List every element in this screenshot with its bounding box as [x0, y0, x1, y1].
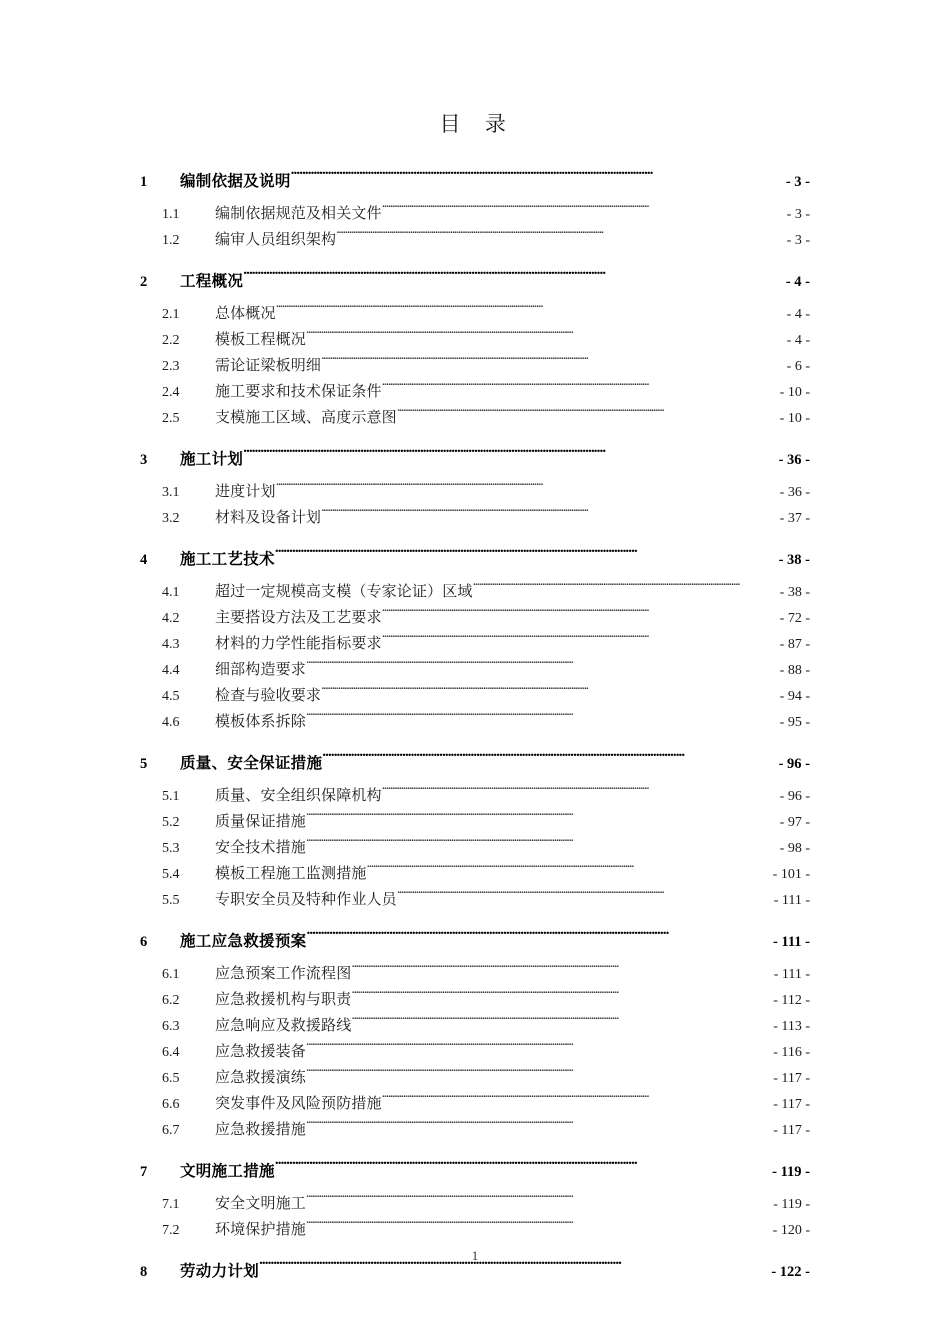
- toc-entry-label: 超过一定规模高支模（专家论证）区域: [215, 584, 473, 600]
- toc-leader-dots: [306, 329, 784, 344]
- toc-entry-number: 4.4: [162, 663, 180, 678]
- toc-entry-page-number: - 117 -: [773, 1123, 810, 1138]
- toc-entry-level2[interactable]: [140, 405, 810, 431]
- toc-entry-page-number: - 36 -: [778, 452, 810, 468]
- toc-entry-label: 检查与验收要求: [215, 688, 322, 704]
- toc-leader-dots: [382, 203, 784, 218]
- toc-entry-page-number: - 111 -: [773, 893, 810, 908]
- toc-entry-label: 应急响应及救援路线: [215, 1018, 352, 1034]
- toc-entry-number: 1: [140, 174, 148, 190]
- toc-entry-number: 6.2: [162, 993, 180, 1008]
- toc-leader-dots: [306, 659, 777, 674]
- toc-leader-dots: [306, 1067, 770, 1082]
- toc-entry-page-number: - 116 -: [773, 1045, 810, 1060]
- toc-entry-page-number: - 111 -: [772, 934, 810, 950]
- toc-entry-level1[interactable]: [140, 167, 810, 196]
- toc-entry-level2[interactable]: [140, 709, 810, 735]
- toc-entry-page-number: - 87 -: [779, 637, 810, 652]
- toc-entry-number: 8: [140, 1264, 148, 1280]
- toc-entry-level1[interactable]: [140, 1157, 810, 1186]
- toc-entry-number: 6: [140, 934, 148, 950]
- toc-entry-label: 安全文明施工: [215, 1196, 306, 1212]
- toc-leader-dots: [291, 171, 783, 187]
- toc-entry-number: 4.2: [162, 611, 180, 626]
- toc-entry-page-number: - 96 -: [778, 756, 810, 772]
- toc-entry-number: 6.3: [162, 1019, 180, 1034]
- toc-entry-number: 1.1: [162, 207, 180, 222]
- toc-leader-dots: [382, 1093, 771, 1108]
- toc-entry-number: 3.1: [162, 485, 180, 500]
- toc-entry-page-number: - 88 -: [779, 663, 810, 678]
- toc-leader-dots: [351, 963, 770, 978]
- toc-entry-level2[interactable]: [140, 783, 810, 809]
- footer-page-number: 1: [471, 1248, 479, 1263]
- toc-entry-number: 3.2: [162, 511, 180, 526]
- toc-entry-page-number: - 10 -: [779, 385, 810, 400]
- table-of-contents: [140, 158, 810, 1291]
- toc-entry-page-number: - 3 -: [785, 174, 810, 190]
- toc-entry-page-number: - 94 -: [779, 689, 810, 704]
- toc-leader-dots: [382, 607, 777, 622]
- toc-entry-page-number: - 95 -: [779, 715, 810, 730]
- toc-leader-dots: [306, 1041, 770, 1056]
- toc-leader-dots: [275, 549, 776, 565]
- toc-entry-page-number: - 4 -: [785, 274, 810, 290]
- toc-entry-page-number: - 98 -: [779, 841, 810, 856]
- toc-leader-dots: [306, 1219, 770, 1234]
- toc-entry-label: 应急救援演练: [215, 1070, 306, 1086]
- toc-entry-label: 施工应急救援预案: [180, 933, 307, 950]
- toc-entry-label: 材料的力学性能指标要求: [215, 636, 382, 652]
- toc-entry-level2[interactable]: [140, 657, 810, 683]
- toc-entry-level2[interactable]: [140, 861, 810, 887]
- toc-entry-page-number: - 112 -: [773, 993, 810, 1008]
- toc-leader-dots: [306, 837, 777, 852]
- toc-entry-label: 应急救援装备: [215, 1044, 306, 1060]
- toc-entry-label: 需论证梁板明细: [215, 358, 322, 374]
- toc-entry-level2[interactable]: [140, 631, 810, 657]
- toc-entry-number: 2.3: [162, 359, 180, 374]
- toc-entry-number: 5: [140, 756, 148, 772]
- toc-leader-dots: [322, 753, 775, 769]
- toc-entry-label: 质量、安全组织保障机构: [215, 788, 382, 804]
- toc-leader-dots: [397, 889, 771, 904]
- toc-entry-level2[interactable]: [140, 579, 810, 605]
- toc-leader-dots: [382, 381, 777, 396]
- toc-entry-page-number: - 111 -: [773, 967, 810, 982]
- toc-entry-page-number: - 122 -: [771, 1264, 810, 1280]
- toc-entry-level2[interactable]: [140, 505, 810, 531]
- toc-entry-number: 6.1: [162, 967, 180, 982]
- toc-entry-number: 5.4: [162, 867, 180, 882]
- toc-leader-dots: [382, 633, 777, 648]
- toc-entry-page-number: - 117 -: [773, 1097, 810, 1112]
- toc-entry-page-number: - 4 -: [786, 307, 810, 322]
- toc-entry-level2[interactable]: [140, 809, 810, 835]
- toc-entry-level2[interactable]: [140, 1013, 810, 1039]
- toc-entry-level2[interactable]: [140, 1039, 810, 1065]
- toc-entry-label: 质量、安全保证措施: [180, 755, 323, 772]
- toc-entry-number: 1.2: [162, 233, 180, 248]
- toc-leader-dots: [473, 581, 777, 596]
- toc-entry-label: 总体概况: [215, 306, 276, 322]
- toc-entry-level2[interactable]: [140, 683, 810, 709]
- toc-entry-number: 4.3: [162, 637, 180, 652]
- toc-leader-dots: [306, 711, 777, 726]
- toc-entry-level2[interactable]: [140, 1117, 810, 1143]
- toc-entry-page-number: - 72 -: [779, 611, 810, 626]
- toc-entry-level2[interactable]: [140, 987, 810, 1013]
- toc-entry-page-number: - 10 -: [779, 411, 810, 426]
- toc-entry-label: 编审人员组织架构: [215, 232, 337, 248]
- toc-leader-dots: [243, 271, 783, 287]
- toc-entry-page-number: - 97 -: [779, 815, 810, 830]
- toc-entry-page-number: - 4 -: [786, 333, 810, 348]
- toc-entry-label: 突发事件及风险预防措施: [215, 1096, 382, 1112]
- toc-entry-page-number: - 6 -: [786, 359, 810, 374]
- toc-leader-dots: [351, 989, 770, 1004]
- toc-entry-level2[interactable]: [140, 887, 810, 913]
- toc-leader-dots: [336, 229, 783, 244]
- toc-entry-level2[interactable]: [140, 379, 810, 405]
- toc-entry-page-number: - 3 -: [786, 233, 810, 248]
- toc-entry-number: 5.2: [162, 815, 180, 830]
- toc-entry-label: 文明施工措施: [180, 1163, 275, 1180]
- toc-entry-label: 质量保证措施: [215, 814, 306, 830]
- toc-entry-level2[interactable]: [140, 301, 810, 327]
- toc-entry-level2[interactable]: [140, 227, 810, 253]
- toc-entry-level2[interactable]: [140, 479, 810, 505]
- toc-entry-number: 2.2: [162, 333, 180, 348]
- toc-entry-number: 6.4: [162, 1045, 180, 1060]
- toc-entry-number: 3: [140, 452, 148, 468]
- toc-entry-label: 施工工艺技术: [180, 551, 275, 568]
- toc-entry-number: 4.1: [162, 585, 180, 600]
- toc-leader-dots: [321, 685, 777, 700]
- toc-entry-page-number: - 119 -: [772, 1164, 810, 1180]
- toc-entry-level1[interactable]: [140, 445, 810, 474]
- toc-entry-number: 2.4: [162, 385, 180, 400]
- toc-entry-page-number: - 96 -: [779, 789, 810, 804]
- toc-leader-dots: [397, 407, 777, 422]
- toc-entry-label: 进度计划: [215, 484, 276, 500]
- toc-entry-page-number: - 119 -: [773, 1197, 810, 1212]
- toc-leader-dots: [243, 449, 775, 465]
- toc-entry-level2[interactable]: [140, 327, 810, 353]
- toc-entry-page-number: - 113 -: [773, 1019, 810, 1034]
- toc-entry-number: 7: [140, 1164, 148, 1180]
- toc-entry-label: 模板工程概况: [215, 332, 306, 348]
- toc-entry-label: 应急救援措施: [215, 1122, 306, 1138]
- toc-leader-dots: [276, 481, 777, 496]
- toc-entry-page-number: - 117 -: [773, 1071, 810, 1086]
- toc-entry-number: 6.6: [162, 1097, 180, 1112]
- toc-entry-page-number: - 37 -: [779, 511, 810, 526]
- toc-entry-label: 模板工程施工监测措施: [215, 866, 367, 882]
- toc-leader-dots: [367, 863, 770, 878]
- toc-entry-number: 2.5: [162, 411, 180, 426]
- toc-entry-label: 编制依据规范及相关文件: [215, 206, 382, 222]
- toc-leader-dots: [275, 1161, 769, 1177]
- toc-leader-dots: [306, 811, 777, 826]
- toc-entry-level2[interactable]: [140, 201, 810, 227]
- toc-entry-page-number: - 120 -: [772, 1223, 810, 1238]
- toc-entry-number: 4.6: [162, 715, 180, 730]
- toc-entry-page-number: - 38 -: [778, 552, 810, 568]
- toc-entry-label: 安全技术措施: [215, 840, 306, 856]
- toc-entry-number: 5.5: [162, 893, 180, 908]
- toc-entry-number: 7.1: [162, 1197, 180, 1212]
- toc-entry-level2[interactable]: [140, 1217, 810, 1243]
- toc-entry-page-number: - 101 -: [772, 867, 810, 882]
- toc-entry-number: 5.3: [162, 841, 180, 856]
- toc-leader-dots: [321, 355, 784, 370]
- toc-leader-dots: [306, 1119, 770, 1134]
- toc-entry-label: 模板体系拆除: [215, 714, 306, 730]
- toc-entry-number: 4: [140, 552, 148, 568]
- toc-entry-label: 工程概况: [180, 273, 244, 290]
- toc-entry-label: 应急预案工作流程图: [215, 966, 352, 982]
- toc-entry-page-number: - 38 -: [779, 585, 810, 600]
- toc-entry-page-number: - 36 -: [779, 485, 810, 500]
- toc-entry-level1[interactable]: [140, 545, 810, 574]
- toc-entry-level2[interactable]: [140, 1191, 810, 1217]
- toc-leader-dots: [382, 785, 777, 800]
- toc-entry-level1[interactable]: [140, 749, 810, 778]
- toc-entry-label: 专职安全员及特种作业人员: [215, 892, 397, 908]
- toc-entry-label: 施工要求和技术保证条件: [215, 384, 382, 400]
- toc-entry-level1[interactable]: [140, 267, 810, 296]
- toc-entry-number: 4.5: [162, 689, 180, 704]
- toc-leader-dots: [276, 303, 784, 318]
- toc-leader-dots: [306, 931, 769, 947]
- toc-entry-label: 环境保护措施: [215, 1222, 306, 1238]
- toc-entry-number: 2.1: [162, 307, 180, 322]
- toc-entry-number: 6.7: [162, 1123, 180, 1138]
- toc-entry-number: 2: [140, 274, 148, 290]
- toc-entry-label: 劳动力计划: [180, 1263, 260, 1280]
- toc-entry-label: 材料及设备计划: [215, 510, 322, 526]
- toc-entry-label: 主要搭设方法及工艺要求: [215, 610, 382, 626]
- toc-entry-label: 施工计划: [180, 451, 244, 468]
- toc-entry-number: 7.2: [162, 1223, 180, 1238]
- toc-entry-label: 支模施工区域、高度示意图: [215, 410, 397, 426]
- toc-entry-label: 应急救援机构与职责: [215, 992, 352, 1008]
- toc-entry-level2[interactable]: [140, 961, 810, 987]
- toc-leader-dots: [321, 507, 777, 522]
- toc-leader-dots: [306, 1193, 770, 1208]
- toc-entry-level2[interactable]: [140, 353, 810, 379]
- toc-entry-level2[interactable]: [140, 1065, 810, 1091]
- toc-entry-label: 编制依据及说明: [180, 173, 291, 190]
- toc-entry-number: 6.5: [162, 1071, 180, 1086]
- toc-entry-level2[interactable]: [140, 605, 810, 631]
- toc-leader-dots: [351, 1015, 770, 1030]
- toc-entry-label: 细部构造要求: [215, 662, 306, 678]
- toc-entry-level2[interactable]: [140, 835, 810, 861]
- toc-entry-level1[interactable]: [140, 927, 810, 956]
- toc-entry-number: 5.1: [162, 789, 180, 804]
- toc-entry-level2[interactable]: [140, 1091, 810, 1117]
- toc-entry-page-number: - 3 -: [786, 207, 810, 222]
- page-title: 目 录: [439, 112, 511, 136]
